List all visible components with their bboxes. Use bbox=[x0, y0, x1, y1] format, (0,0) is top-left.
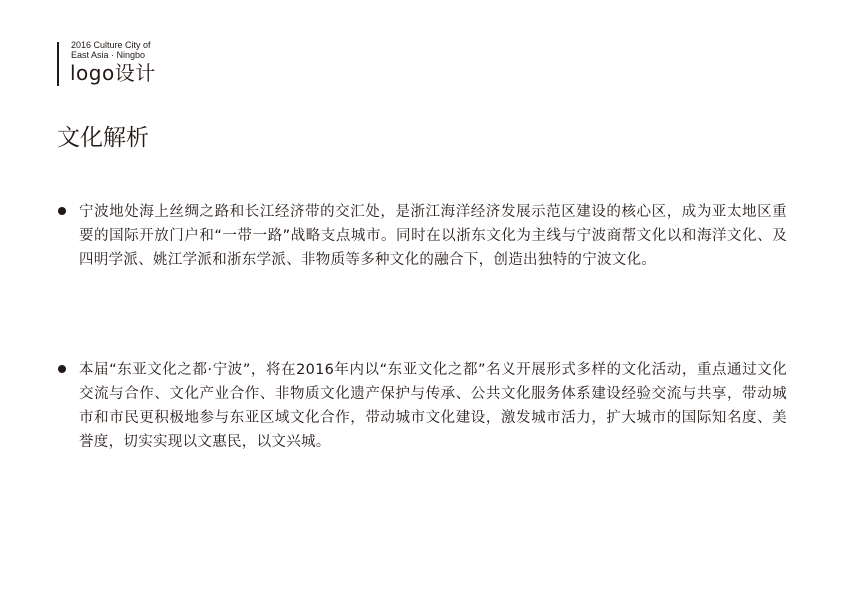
header-title: logo设计 bbox=[70, 61, 156, 85]
paragraph-1-text: 宁波地处海上丝绸之路和长江经济带的交汇处，是浙江海洋经济发展示范区建设的核心区，成为亚太地区重要的国际开放门户和“一带一路”战略支点城市。同时在以浙东文化为主线与宁波商帮文化以和海洋文化、及四明学派、姚江学派和浙东学派、非物质等多种文化的融合下，创造出独特的宁波文化。 bbox=[79, 204, 787, 268]
bullet-icon bbox=[58, 365, 66, 373]
paragraph-1 bbox=[57, 200, 787, 272]
header-english-line-1: 2016 Culture City of bbox=[71, 40, 151, 50]
paragraph-2-text: 本届“东亚文化之都·宁波”，将在2016年内以“东亚文化之都”名义开展形式多样的文化活动，重点通过文化交流与合作、文化产业合作、非物质文化遗产保护与传承、公共文化服务体系建设经验交流与共享，带动城市和市民更积极地参与东亚区域文化合作，带动城市文化建设，激发城市活力，扩大城市的国际知名度、美誉度，切实实现以文惠民，以文兴城。 bbox=[79, 362, 787, 450]
header-english-caption bbox=[71, 40, 151, 60]
bullet-icon bbox=[58, 207, 66, 215]
header-accent-bar bbox=[57, 42, 59, 86]
section-title: 文化解析 bbox=[57, 125, 149, 151]
paragraph-2 bbox=[57, 358, 787, 454]
header-english-line-2: East Asia · Ningbo bbox=[71, 50, 146, 60]
